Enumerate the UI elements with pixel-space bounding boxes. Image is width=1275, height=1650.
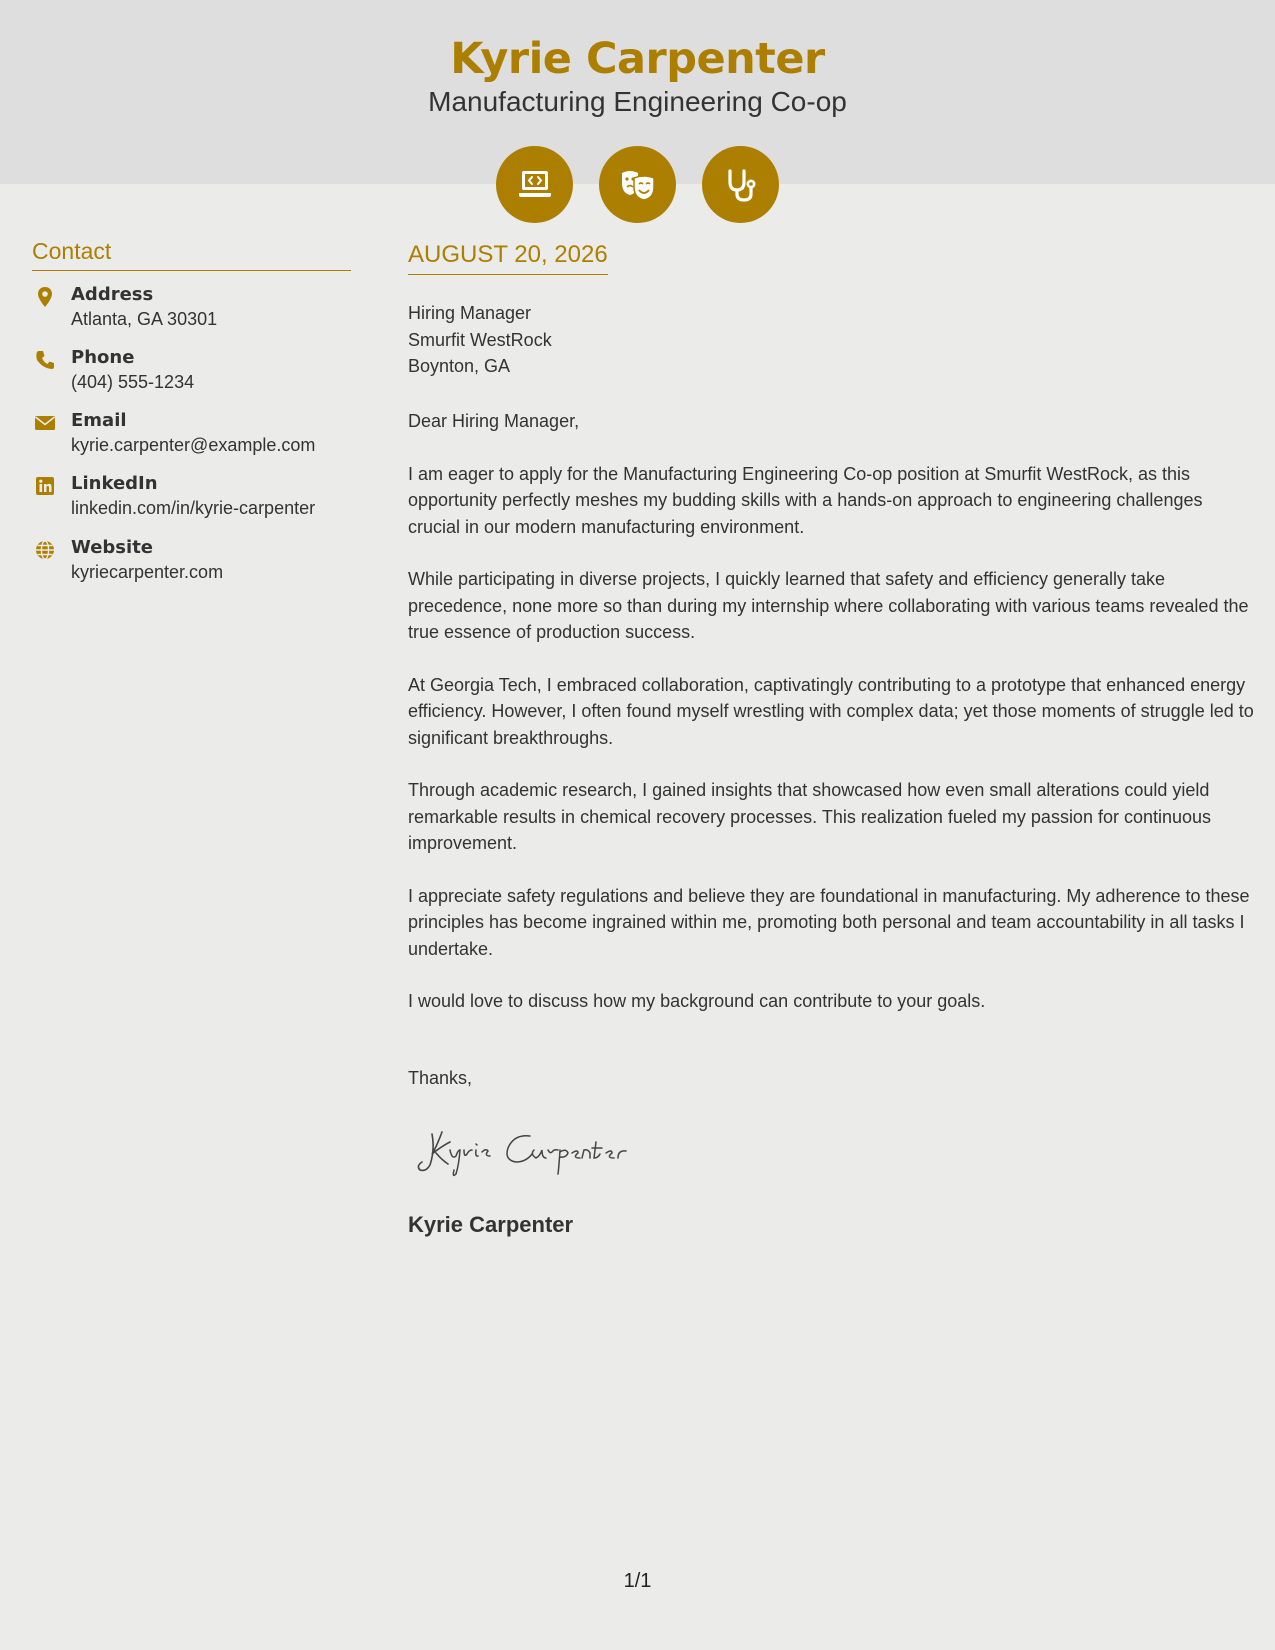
letter-date: AUGUST 20, 2026 <box>408 241 608 275</box>
laptop-code-icon <box>496 146 573 223</box>
envelope-icon <box>34 412 56 434</box>
contact-value[interactable]: kyriecarpenter.com <box>71 562 224 582</box>
recipient-line: Hiring Manager <box>408 303 532 323</box>
contact-value: (404) 555-1234 <box>71 372 195 392</box>
theater-masks-icon <box>599 146 676 223</box>
body-paragraph: While participating in diverse projects, I quickly learned that safety and efficiency generally take precedence, none more so than during my internship where collaborating with various teams revealed the true essence of production success. <box>408 569 1249 642</box>
body-paragraph: I appreciate safety regulations and believe they are foundational in manufacturing. My adherence to these principles has become ingrained within me, promoting both personal and team accountability in all tasks I undertake. <box>408 885 1250 959</box>
linkedin-icon <box>34 475 56 497</box>
contact-divider <box>32 270 351 271</box>
stethoscope-icon <box>702 146 779 223</box>
contact-label: Address <box>71 284 154 305</box>
body-paragraph: I am eager to apply for the Manufacturing Engineering Co-op position at Smurfit WestRock, as this opportunity perfectly meshes my budding skills with a hands-on approach to engineering challenges crucial in our modern manufacturing environment. <box>408 463 1203 537</box>
closing: Thanks, <box>408 1068 473 1088</box>
body-paragraph: At Georgia Tech, I embraced collaboration, captivatingly contributing to a prototype that enhanced energy efficiency. However, I often found myself wrestling with complex data; yet those moments of struggle led to significant breakthroughs. <box>408 674 1254 748</box>
page-number: 1/1 <box>623 1570 652 1592</box>
contact-value[interactable]: kyrie.carpenter@example.com <box>71 435 316 455</box>
contact-label: Website <box>71 537 154 558</box>
body-paragraph: I would love to discuss how my background can contribute to your goals. <box>408 991 986 1011</box>
applicant-name: Kyrie Carpenter <box>450 34 825 84</box>
signer-name: Kyrie Carpenter <box>408 1212 574 1237</box>
contact-label: Phone <box>71 347 135 368</box>
contact-label: LinkedIn <box>71 473 158 494</box>
map-pin-icon <box>34 286 56 308</box>
body-paragraph: Through academic research, I gained insights that showcased how even small alterations could yield remarkable results in chemical recovery processes. This realization fueled my passion for continuous improvement. <box>408 780 1212 853</box>
recipient-line: Boynton, GA <box>408 356 511 376</box>
phone-icon <box>34 349 56 371</box>
contact-heading: Contact <box>32 238 112 264</box>
handwritten-signature <box>412 1120 672 1180</box>
salutation: Dear Hiring Manager, <box>408 411 580 431</box>
contact-value: Atlanta, GA 30301 <box>71 309 218 329</box>
contact-label: Email <box>71 410 127 431</box>
recipient-line: Smurfit WestRock <box>408 329 552 350</box>
globe-icon <box>34 539 56 561</box>
recipient-block <box>408 300 552 380</box>
contact-value[interactable]: linkedin.com/in/kyrie-carpenter <box>71 498 316 518</box>
letter-body <box>408 408 1258 1041</box>
job-title: Manufacturing Engineering Co-op <box>428 86 847 117</box>
